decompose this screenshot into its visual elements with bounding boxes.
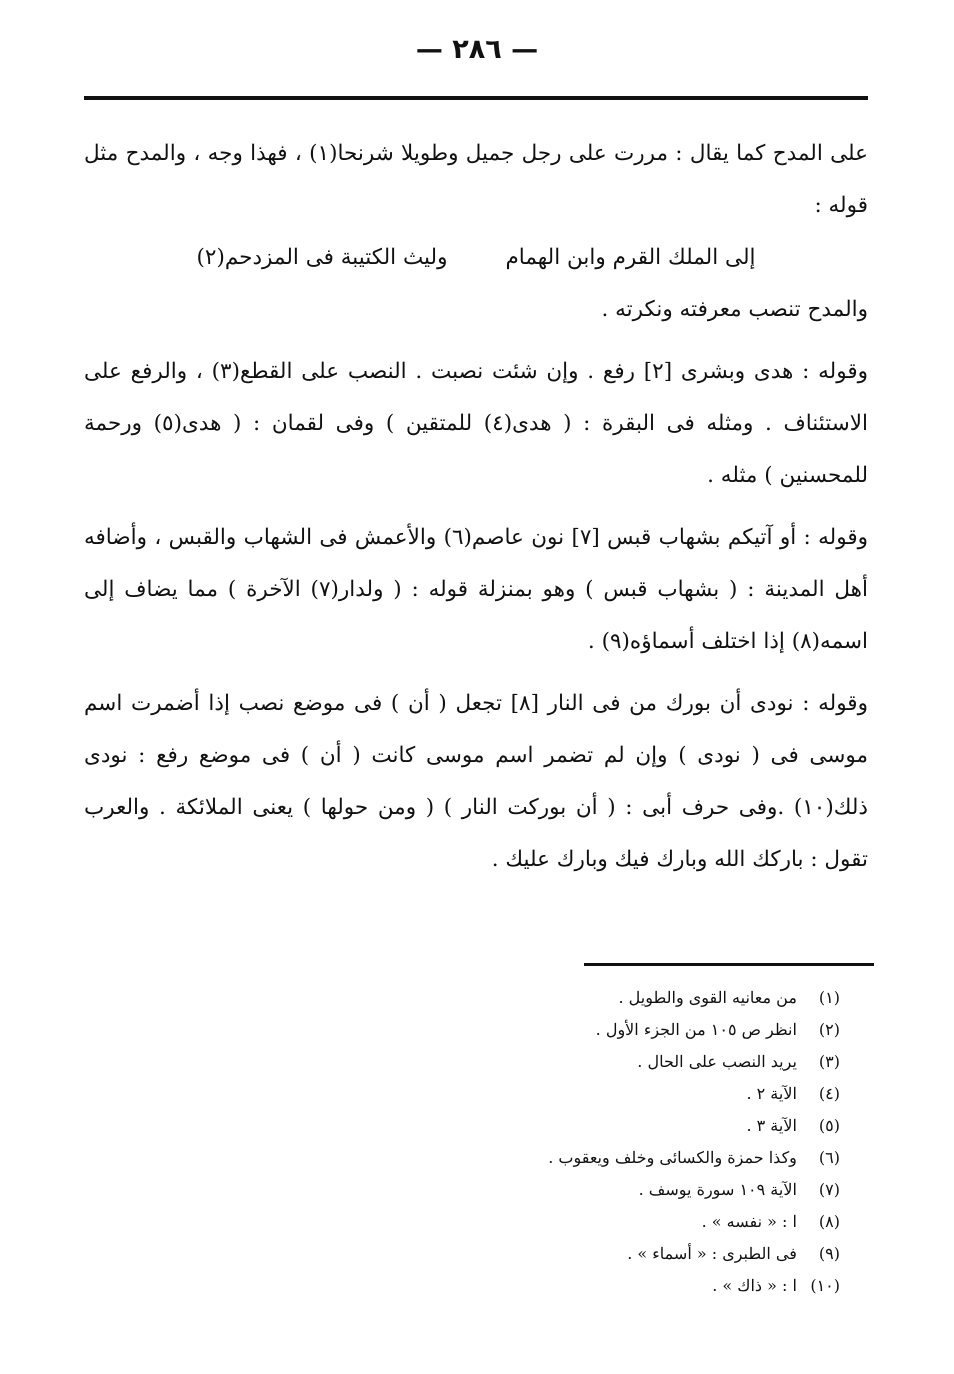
footnotes-list: [440, 982, 840, 1302]
paragraph-1: على المدح كما يقال : مررت على رجل جميل وطويلا شرنحا(١) ، فهذا وجه ، والمدح مثل قوله :: [84, 141, 868, 218]
header-rule: [84, 96, 868, 100]
footnote-text: الآية ٢ .: [746, 1084, 797, 1103]
footnote-item: [440, 1270, 840, 1302]
footnote-number: (١٠): [810, 1276, 840, 1295]
footnote-text: فى الطبرى : « أسماء » .: [627, 1244, 797, 1263]
footnote-item: [440, 982, 840, 1014]
footnote-text: الآية ٣ .: [746, 1116, 797, 1135]
footnote-number: (٨): [818, 1212, 840, 1231]
poetry-verse: [84, 232, 868, 284]
footnote-item: [440, 1238, 840, 1270]
paragraph-3: وقوله : هدى وبشرى [٢] رفع . وإن شئت نصبت . النصب على القطع(٣) ، والرفع على الاستئناف . ومثله فى البقرة : ( هدى(٤) للمتقين ) وفى لقمان : ( هدى(٥) ورحمة للمحسنين ) مثله .: [84, 359, 868, 488]
footnote-text: يريد النصب على الحال .: [637, 1052, 797, 1071]
paragraph-2: والمدح تنصب معرفته ونكرته .: [601, 297, 868, 322]
footnote-text: ا : « ذاك » .: [712, 1276, 797, 1295]
footnote-text: وكذا حمزة والكسائى وخلف ويعقوب .: [548, 1148, 797, 1167]
verse-first-hemistich: إلى الملك القرم وابن الهمام: [505, 245, 756, 270]
footnote-item: [440, 1014, 840, 1046]
footnote-number: (٢): [818, 1020, 840, 1039]
footnote-item: [440, 1206, 840, 1238]
page-number: — ٢٨٦ —: [415, 34, 539, 65]
footnote-number: (٤): [818, 1084, 840, 1103]
footnote-item: [440, 1078, 840, 1110]
verse-second-hemistich: وليث الكتيبة فى المزدحم(٢): [196, 245, 448, 270]
footnote-text: انظر ص ١٠٥ من الجزء الأول .: [595, 1020, 797, 1039]
footnote-item: [440, 1110, 840, 1142]
footnote-text: من معانيه القوى والطويل .: [618, 988, 797, 1007]
footnote-number: (٦): [818, 1148, 840, 1167]
paragraph-5: وقوله : نودى أن بورك من فى النار [٨] تجعل ( أن ) فى موضع نصب إذا أضمرت اسم موسى فى ( نودى ) وإن لم تضمر اسم موسى كانت ( أن ) فى موضع رفع : نودى ذلك(١٠) .وفى حرف أبى : ( أن بوركت النار ) ( ومن حولها ) يعنى الملائكة . والعرب تقول : باركك الله وبارك فيك وبارك عليك .: [84, 691, 868, 872]
footnote-text: ا : « نفسه » .: [701, 1212, 797, 1231]
footnote-number: (٥): [818, 1116, 840, 1135]
footnote-item: [440, 1046, 840, 1078]
footnote-number: (٧): [818, 1180, 840, 1199]
footnote-text: الآية ١٠٩ سورة يوسف .: [638, 1180, 797, 1199]
footnote-number: (٩): [818, 1244, 840, 1263]
footnote-number: (٣): [818, 1052, 840, 1071]
footnote-item: [440, 1174, 840, 1206]
paragraph-4: وقوله : أو آتيكم بشهاب قبس [٧] نون عاصم(٦) والأعمش فى الشهاب والقبس ، وأضافه أهل المدينة : ( بشهاب قبس ) وهو بمنزلة قوله : ( ولدار(٧) الآخرة ) مما يضاف إلى اسمه(٨) إذا اختلف أسماؤه(٩) .: [84, 525, 868, 654]
footnote-number: (١): [818, 988, 840, 1007]
footnote-rule: [584, 963, 874, 966]
main-text: [84, 128, 868, 886]
footnote-item: [440, 1142, 840, 1174]
